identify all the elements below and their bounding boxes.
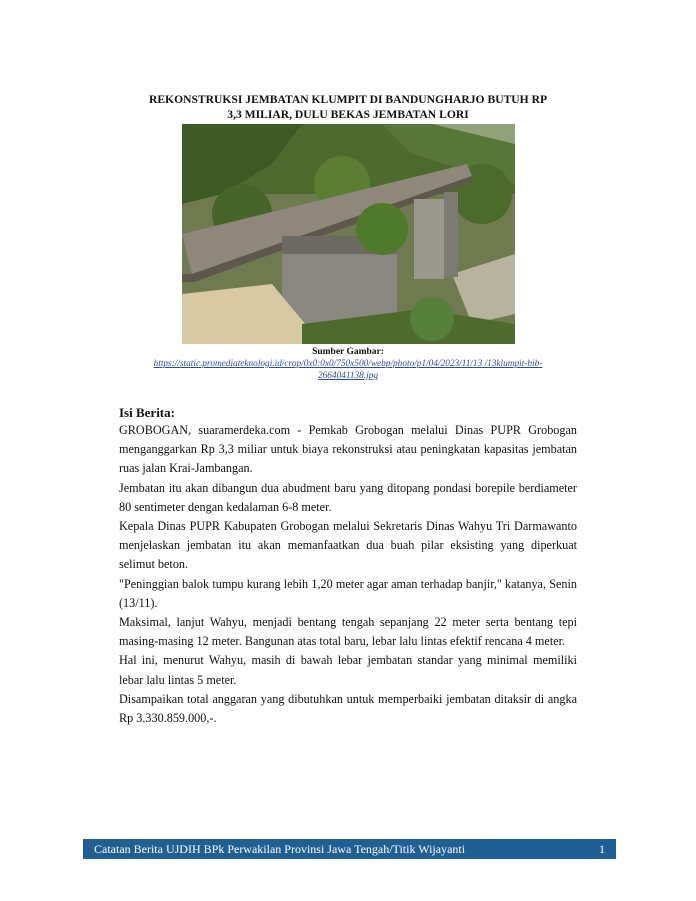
title-line-2: 3,3 MILIAR, DULU BEKAS JEMBATAN LORI [227,108,469,121]
image-source-link[interactable] [110,359,586,382]
paragraph: Hal ini, menurut Wahyu, masih di bawah lebar jembatan standar yang minimal memiliki lebar lalu lintas 5 meter. [119,653,577,687]
footer-text: Catatan Berita UJDIH BPk Perwakilan Provinsi Jawa Tengah/Titik Wijayanti [94,842,466,856]
article-title [110,92,586,122]
title-line-1: REKONSTRUKSI JEMBATAN KLUMPIT DI BANDUNGHARJO BUTUH RP [148,93,548,106]
paragraph: Kepala Dinas PUPR Kabupaten Grobogan melalui Sekretaris Dinas Wahyu Tri Darmawanto menjelaskan jembatan itu akan memanfaatkan dua buah pilar eksisting yang diperkuat selimut beton. [119,519,577,572]
source-link-line-2[interactable]: 2664041138.jpg [318,370,378,381]
bridge-photo-illustration [182,124,515,344]
footer-bar [83,839,616,859]
paragraph: "Peninggian balok tumpu kurang lebih 1,20 meter agar aman terhadap banjir," katanya, Senin (13/11). [119,576,577,610]
paragraph: Disampaikan total anggaran yang dibutuhkan untuk memperbaiki jembatan ditaksir di angka Rp 3.330.859.000,-. [119,691,577,726]
article-body [119,421,577,728]
paragraph: Maksimal, lanjut Wahyu, menjadi bentang tengah sepanjang 22 meter serta bentang tepi masing-masing 12 meter. Bangunan atas total baru, lebar lalu lintas efektif rencana 4 meter. [119,615,577,649]
section-heading: Isi Berita: [119,405,175,420]
source-link-line-1[interactable]: https://static.promediateknologi.id/crop/0x0:0x0/750x500/webp/photo/p1/04/2023/11/13 /13klumpit-bib- [153,359,543,369]
paragraph: GROBOGAN, suaramerdeka.com - Pemkab Grobogan melalui Dinas PUPR Grobogan menganggarkan Rp 3,3 miliar untuk biaya rekonstruksi atau peningkatan kapasitas jembatan ruas jalan Krai-Jambangan. [119,423,577,476]
paragraph: Jembatan itu akan dibangun dua abudment baru yang ditopang pondasi borepile berdiameter 80 sentimeter dengan kedalaman 6-8 meter. [119,480,577,514]
page-number: 1 [599,842,605,856]
image-caption: Sumber Gambar: [312,347,384,357]
bridge-photo [182,124,515,344]
